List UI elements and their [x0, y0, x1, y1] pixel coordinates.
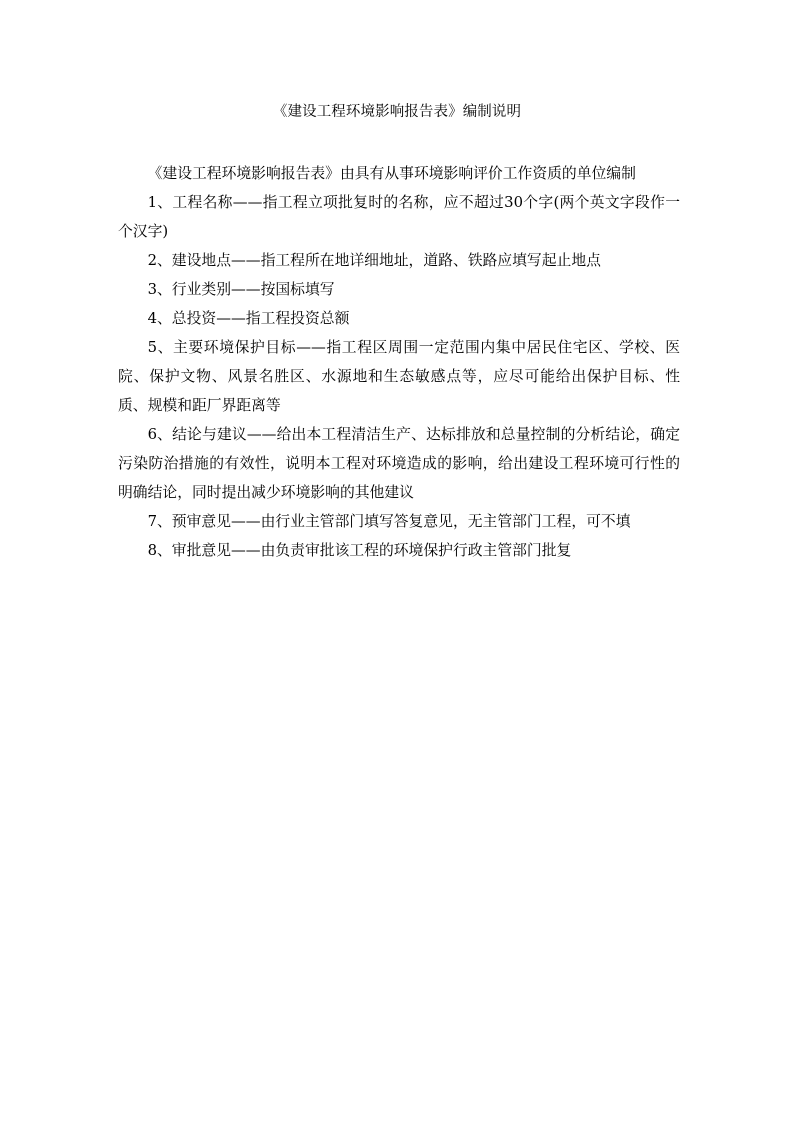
item-construction-site: 2、建设地点——指工程所在地详细地址，道路、铁路应填写起止地点	[147, 252, 601, 269]
item-pre-review-opinion: 7、预审意见——由行业主管部门填写答复意见，无主管部门工程，可不填	[147, 513, 631, 530]
item-protection-targets: 5、主要环境保护目标——指工程区周围一定范围内集中居民住宅区、学校、医院、保护文物、风景名胜区、水源地和生态敏感点等，应尽可能给出保护目标、性质、规模和距厂界距离等	[118, 339, 680, 414]
document-title: 《建设工程环境影响报告表》编制说明	[272, 104, 522, 120]
item-industry-category: 3、行业类别——按国标填写	[147, 281, 335, 298]
intro-paragraph: 《建设工程环境影响报告表》由具有从事环境影响评价工作资质的单位编制	[147, 165, 636, 182]
item-conclusions: 6、结论与建议——给出本工程清洁生产、达标排放和总量控制的分析结论，确定污染防治措施的有效性，说明本工程对环境造成的影响，给出建设工程环境可行性的明确结论，同时提出减少环境影响的其他建议	[118, 426, 680, 501]
item-project-name: 1、工程名称——指工程立项批复时的名称，应不超过30个字(两个英文字段作一个汉字)	[118, 194, 680, 240]
item-approval-opinion: 8、审批意见——由负责审批该工程的环境保护行政主管部门批复	[147, 542, 572, 559]
item-total-investment: 4、总投资——指工程投资总额	[147, 310, 350, 327]
document-body	[118, 159, 680, 565]
